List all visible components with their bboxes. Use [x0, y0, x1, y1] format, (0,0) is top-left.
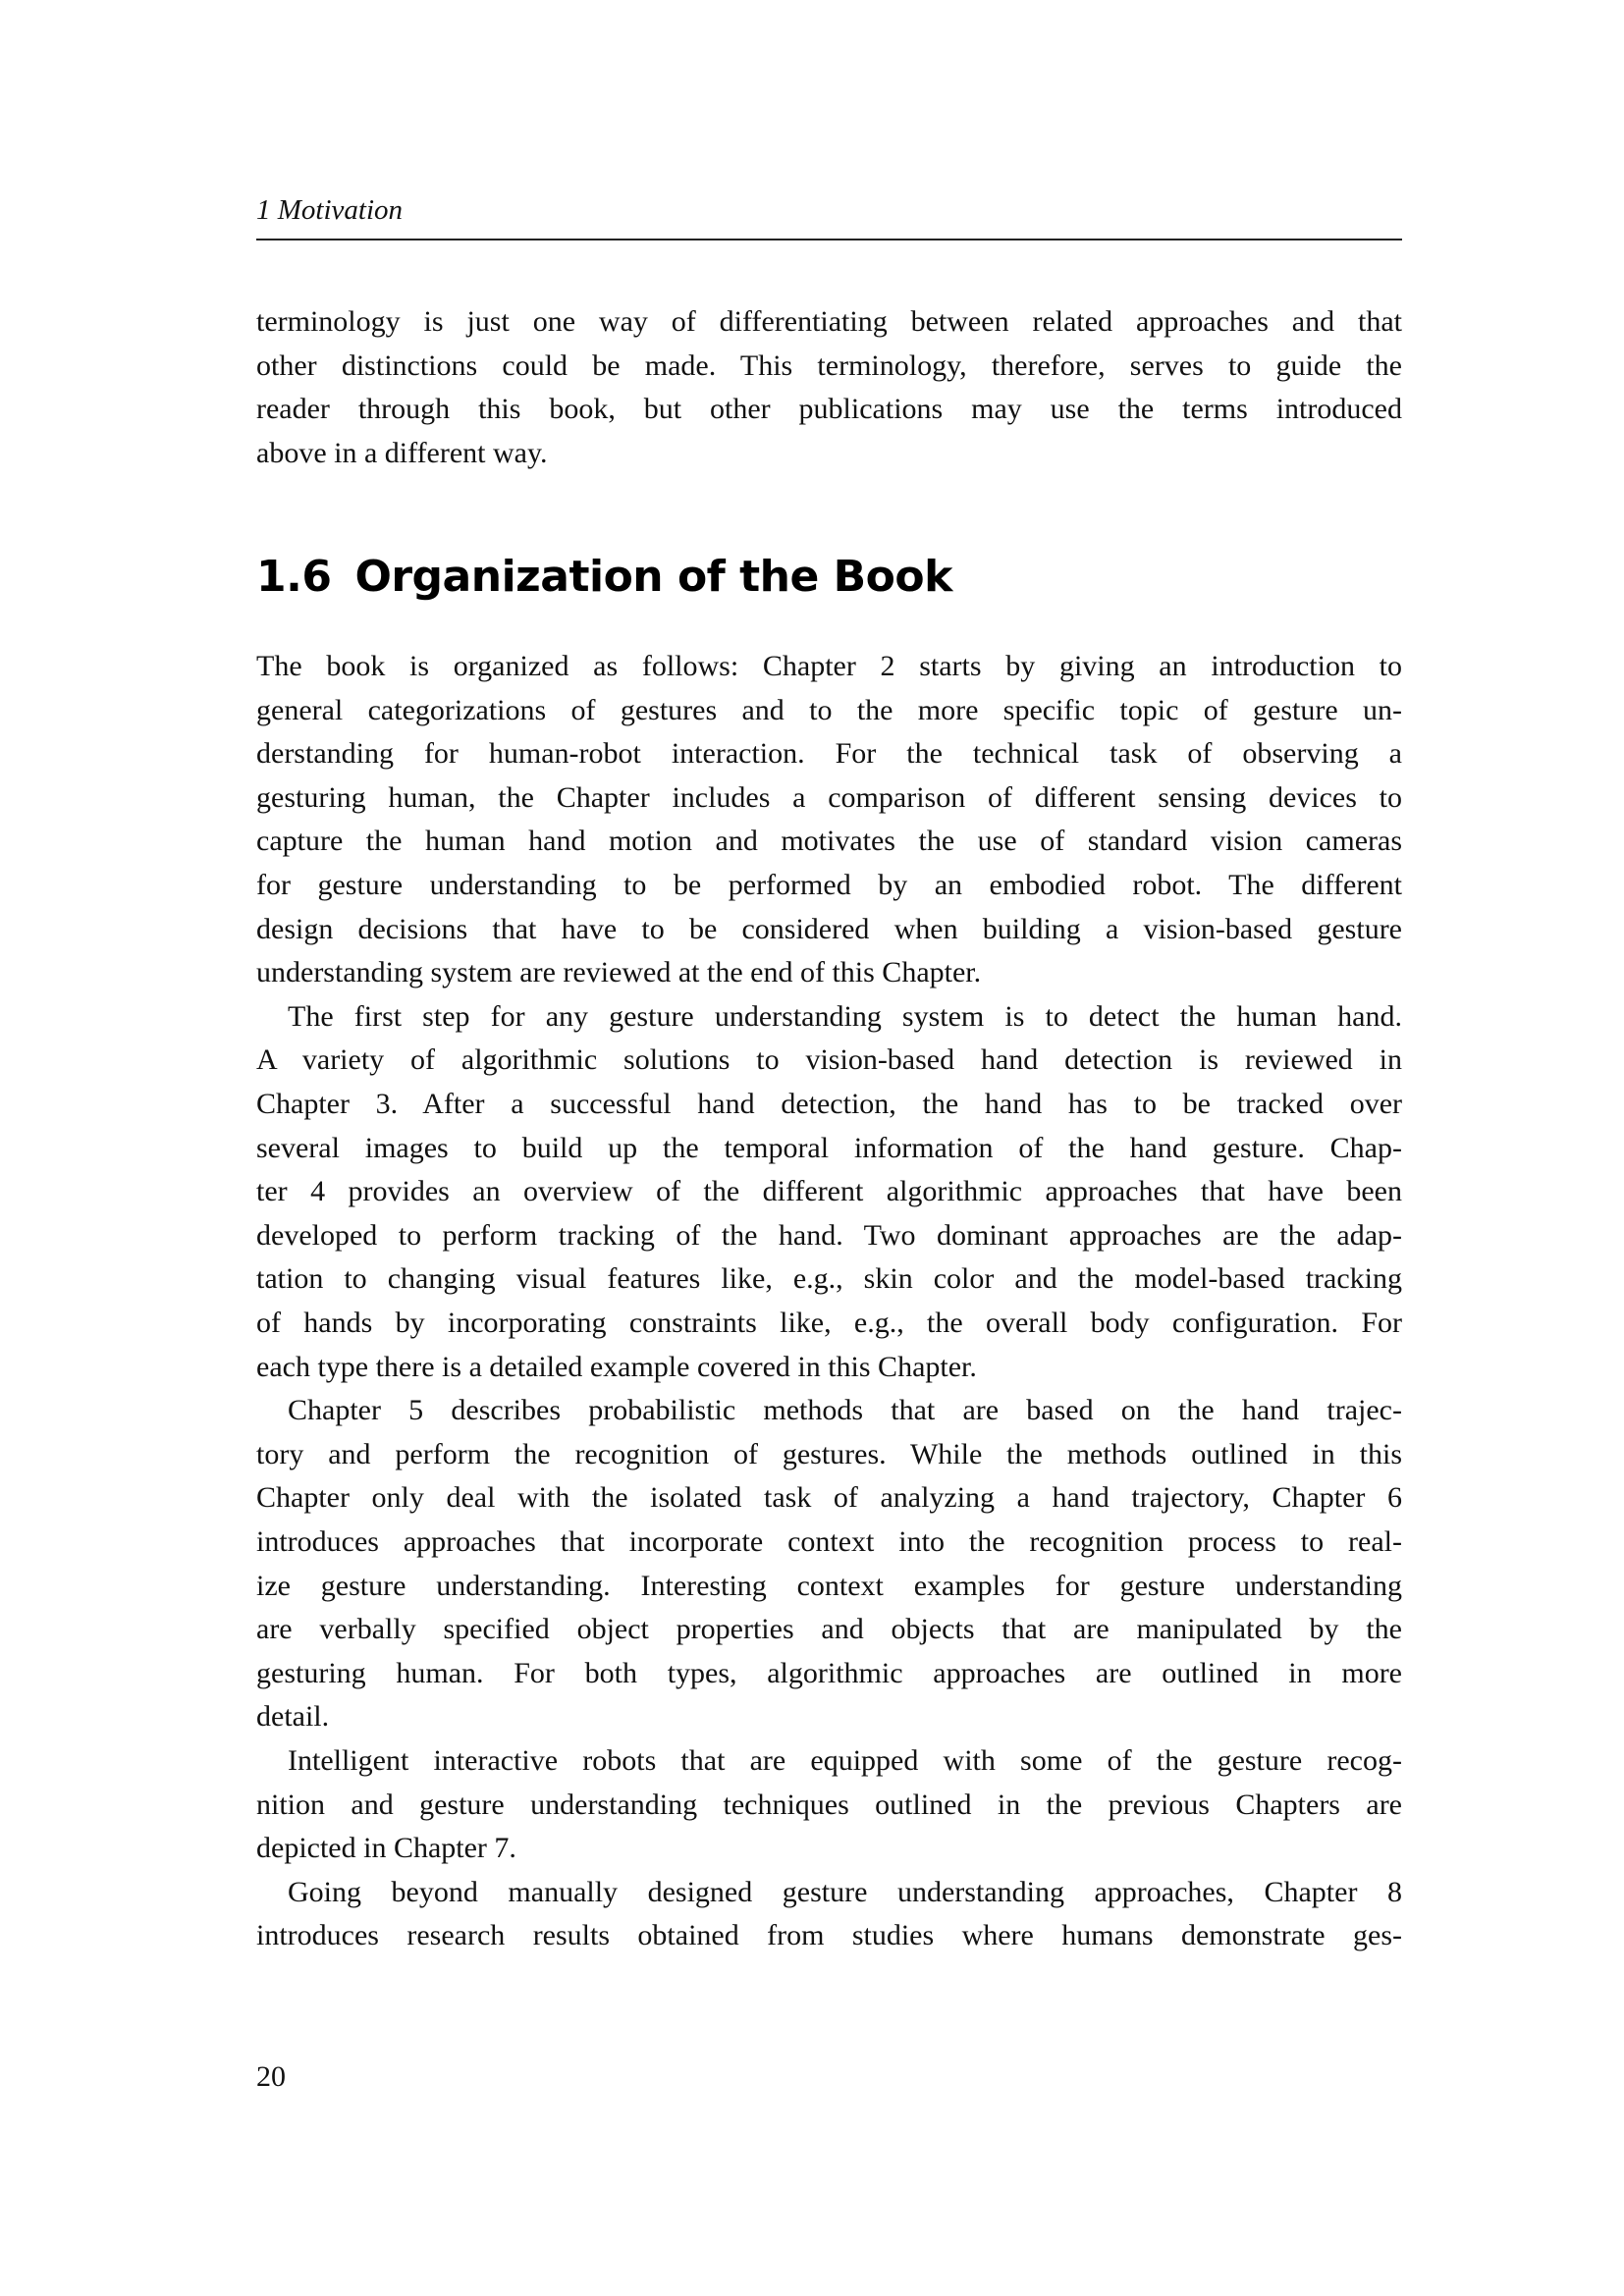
text-line: general categorizations of gestures and to the more specific topic of gesture un-: [256, 693, 1402, 726]
text-line: Going beyond manually designed gesture understanding approaches, Chapter 8: [288, 1875, 1402, 1908]
text-line: of hands by incorporating constraints like, e.g., the overall body configuration. For: [256, 1307, 1402, 1339]
text-line: introduces approaches that incorporate context into the recognition process to real-: [256, 1525, 1402, 1558]
text-line: Chapter 3. After a successful hand detection, the hand has to be tracked over: [256, 1088, 1402, 1120]
text-line: capture the human hand motion and motivates the use of standard vision cameras: [256, 825, 1402, 858]
text-line: reader through this book, but other publications may use the terms introduced: [256, 393, 1402, 426]
text-line: design decisions that have to be considered when building a vision-based gesture: [256, 912, 1402, 945]
text-line: above in a different way.: [256, 436, 548, 469]
text-line: each type there is a detailed example covered in this Chapter.: [256, 1350, 977, 1383]
section-title: Organization of the Book: [354, 552, 952, 602]
text-line: Chapter only deal with the isolated task of analyzing a hand trajectory, Chapter 6: [256, 1481, 1402, 1515]
running-head: 1 Motivation: [256, 194, 404, 226]
text-line: A variety of algorithmic solutions to vision-based hand detection is reviewed in: [256, 1043, 1402, 1077]
text-line: understanding system are reviewed at the end of this Chapter.: [256, 956, 982, 989]
text-line: derstanding for human-robot interaction. For the technical task of observing a: [256, 737, 1402, 771]
text-line: Chapter 5 describes probabilistic methods that are based on the hand trajec-: [288, 1394, 1402, 1427]
text-line: tory and perform the recognition of gestures. While the methods outlined in this: [256, 1437, 1402, 1470]
text-line: detail.: [256, 1700, 330, 1734]
text-line: developed to perform tracking of the hand. Two dominant approaches are the adap-: [256, 1218, 1402, 1252]
text-line: depicted in Chapter 7.: [256, 1832, 516, 1865]
text-line: other distinctions could be made. This terminology, therefore, serves to guide the: [256, 348, 1402, 382]
text-line: gesturing human. For both types, algorithmic approaches are outlined in more: [256, 1656, 1402, 1689]
header-rule: [256, 239, 1402, 240]
text-line: are verbally specified object properties and objects that are manipulated by the: [256, 1613, 1402, 1646]
section-number: 1.6: [256, 552, 332, 602]
text-line: gesturing human, the Chapter includes a comparison of different sensing devices to: [256, 780, 1402, 814]
text-line: The first step for any gesture understanding system is to detect the human hand.: [288, 999, 1402, 1033]
text-line: introduces research results obtained from studies where humans demonstrate ges-: [256, 1919, 1402, 1952]
text-line: ize gesture understanding. Interesting context examples for gesture understanding: [256, 1569, 1402, 1602]
text-line: tation to changing visual features like, e.g., skin color and the model-based tracking: [256, 1262, 1402, 1296]
section-heading: [256, 550, 952, 605]
text-line: Intelligent interactive robots that are equipped with some of the gesture recog-: [288, 1744, 1402, 1777]
text-line: ter 4 provides an overview of the different algorithmic approaches that have been: [256, 1175, 1402, 1208]
text-line: The book is organized as follows: Chapter 2 starts by giving an introduction to: [256, 650, 1402, 682]
text-line: nition and gesture understanding techniques outlined in the previous Chapters are: [256, 1788, 1402, 1821]
page-number: 20: [256, 2060, 286, 2093]
text-line: terminology is just one way of differentiating between related approaches and that: [256, 305, 1402, 338]
text-line: for gesture understanding to be performed by an embodied robot. The different: [256, 869, 1402, 901]
text-line: several images to build up the temporal information of the hand gesture. Chap-: [256, 1131, 1402, 1164]
